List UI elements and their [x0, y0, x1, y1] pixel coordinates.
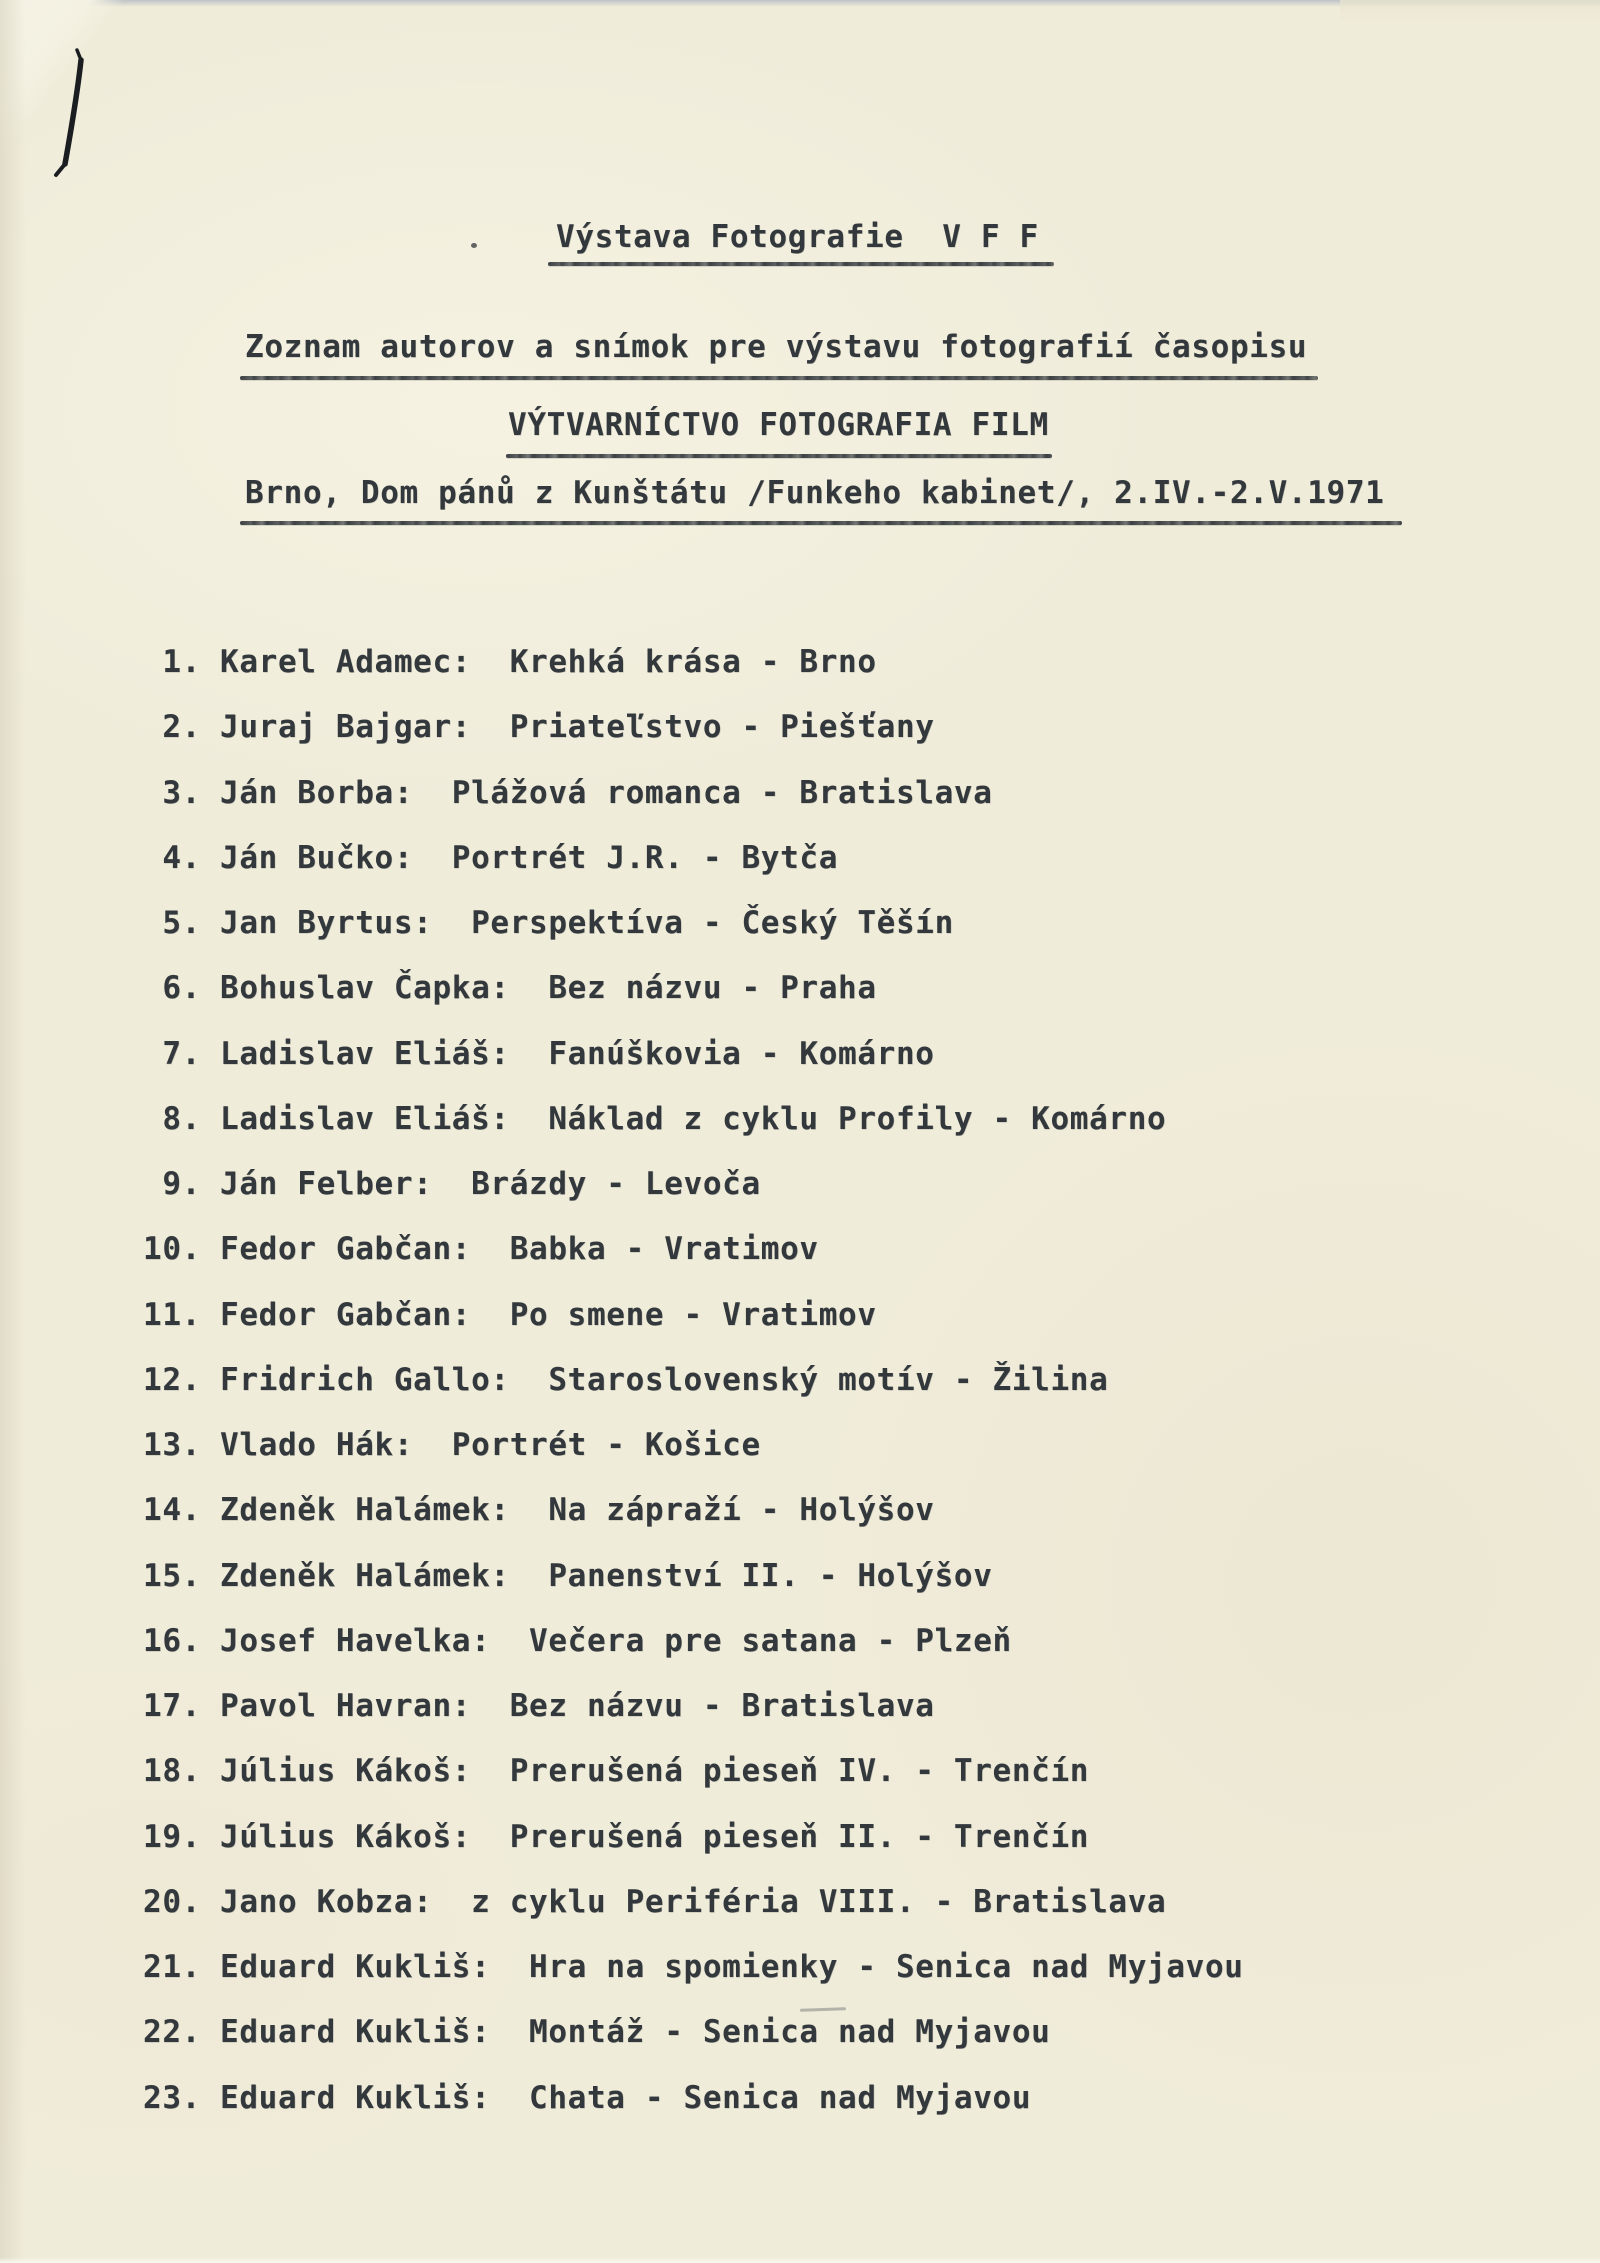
- item-number: 5.: [162, 905, 201, 941]
- list-item: [0, 1478, 1600, 1543]
- item-number: 16.: [143, 1622, 201, 1659]
- ink-speck: [471, 243, 477, 248]
- item-text: Fedor Gabčan: Po smene - Vratimov: [220, 1296, 877, 1333]
- item-text: Jano Kobza: z cyklu Periféria VIII. - Bratislava: [220, 1883, 1167, 1920]
- item-number: 22.: [143, 2014, 201, 2051]
- item-text: Ladislav Eliáš: Fanúškovia - Komárno: [220, 1035, 935, 1072]
- item-number: 12.: [143, 1361, 201, 1398]
- item-text: Jan Byrtus: Perspektíva - Český Těšín: [220, 905, 954, 941]
- list-item: [0, 695, 1600, 760]
- magazine-name: VÝTVARNÍCTVO FOTOGRAFIA FILM: [508, 407, 1049, 443]
- item-number: 15.: [143, 1557, 201, 1594]
- item-text: Fridrich Gallo: Staroslovenský motív - Žilina: [220, 1361, 1109, 1398]
- title-underline: [548, 262, 1054, 266]
- item-number: 14.: [143, 1492, 201, 1529]
- item-number: 4.: [162, 839, 201, 876]
- item-number: 9.: [162, 1166, 201, 1202]
- item-text: Vlado Hák: Portrét - Košice: [220, 1427, 761, 1463]
- item-number: 1.: [162, 644, 201, 680]
- list-item: [0, 826, 1600, 891]
- item-number: 11.: [143, 1296, 201, 1333]
- item-number: 18.: [143, 1753, 201, 1790]
- exhibition-title: Výstava Fotografie V F F: [556, 219, 1039, 255]
- item-text: Eduard Kukliš: Chata - Senica nad Myjavou: [220, 2079, 1032, 2116]
- item-number: 23.: [143, 2079, 201, 2116]
- item-text: Zdeněk Halámek: Na zápraží - Holýšov: [220, 1492, 935, 1529]
- list-item: [0, 1283, 1600, 1348]
- item-number: 20.: [143, 1883, 201, 1920]
- item-number: 10.: [143, 1231, 201, 1268]
- list-item: [0, 1935, 1600, 2000]
- list-item: [0, 1674, 1600, 1739]
- paper-corner-highlight: [1340, 0, 1600, 24]
- list-item: [0, 891, 1600, 956]
- item-number: 13.: [143, 1427, 201, 1463]
- item-text: Ján Bučko: Portrét J.R. - Bytča: [220, 839, 839, 876]
- item-number: 6.: [162, 970, 201, 1007]
- list-item: [0, 2066, 1600, 2131]
- list-item: [0, 761, 1600, 826]
- item-text: Zdeněk Halámek: Panenství II. - Holýšov: [220, 1557, 993, 1594]
- handwritten-pen-stroke: [48, 44, 102, 190]
- magazine-underline: [506, 454, 1052, 458]
- item-text: Eduard Kukliš: Hra na spomienky - Senica nad Myjavou: [220, 1949, 1244, 1985]
- scan-edge-bottom: [0, 2257, 1600, 2263]
- list-item: [0, 1152, 1600, 1217]
- list-item: [0, 1544, 1600, 1609]
- list-item: [0, 1870, 1600, 1935]
- list-item: [0, 1217, 1600, 1282]
- item-text: Karel Adamec: Krehká krása - Brno: [220, 644, 877, 680]
- venue-underline: [240, 521, 1402, 525]
- subtitle-underline: [240, 376, 1318, 380]
- item-text: Eduard Kukliš: Montáž - Senica nad Myjavou: [220, 2014, 1051, 2051]
- item-number: 19.: [143, 1818, 201, 1855]
- item-text: Pavol Havran: Bez názvu - Bratislava: [220, 1688, 935, 1724]
- item-number: 21.: [143, 1949, 201, 1985]
- list-item: [0, 1348, 1600, 1413]
- item-number: 3.: [162, 774, 201, 811]
- list-item: [0, 956, 1600, 1021]
- item-text: Juraj Bajgar: Priateľstvo - Piešťany: [220, 709, 935, 746]
- item-text: Bohuslav Čapka: Bez názvu - Praha: [220, 970, 877, 1007]
- item-text: Július Kákoš: Prerušená pieseň IV. - Trenčín: [220, 1753, 1090, 1790]
- item-text: Ján Borba: Plážová romanca - Bratislava: [220, 774, 993, 811]
- item-text: Josef Havelka: Večera pre satana - Plzeň: [220, 1622, 1012, 1659]
- item-text: Július Kákoš: Prerušená pieseň II. - Trenčín: [220, 1818, 1090, 1855]
- item-text: Fedor Gabčan: Babka - Vratimov: [220, 1231, 819, 1268]
- list-item: [0, 1805, 1600, 1870]
- list-item: [0, 630, 1600, 695]
- item-text: Ján Felber: Brázdy - Levoča: [220, 1166, 761, 1202]
- item-number: 2.: [162, 709, 201, 746]
- document-subtitle: Zoznam autorov a snímok pre výstavu fotografií časopisu: [245, 329, 1308, 365]
- item-number: 8.: [162, 1100, 201, 1137]
- list-item: [0, 1739, 1600, 1804]
- list-item: [0, 1413, 1600, 1478]
- list-item: [0, 1609, 1600, 1674]
- list-item: [0, 1087, 1600, 1152]
- venue-date-line: Brno, Dom pánů z Kunštátu /Funkeho kabinet/, 2.IV.-2.V.1971: [245, 475, 1385, 511]
- list-item: [0, 1022, 1600, 1087]
- entries-list: [0, 630, 1600, 2131]
- item-text: Ladislav Eliáš: Náklad z cyklu Profily - Komárno: [220, 1100, 1167, 1137]
- item-number: 7.: [162, 1035, 201, 1072]
- item-number: 17.: [143, 1688, 201, 1724]
